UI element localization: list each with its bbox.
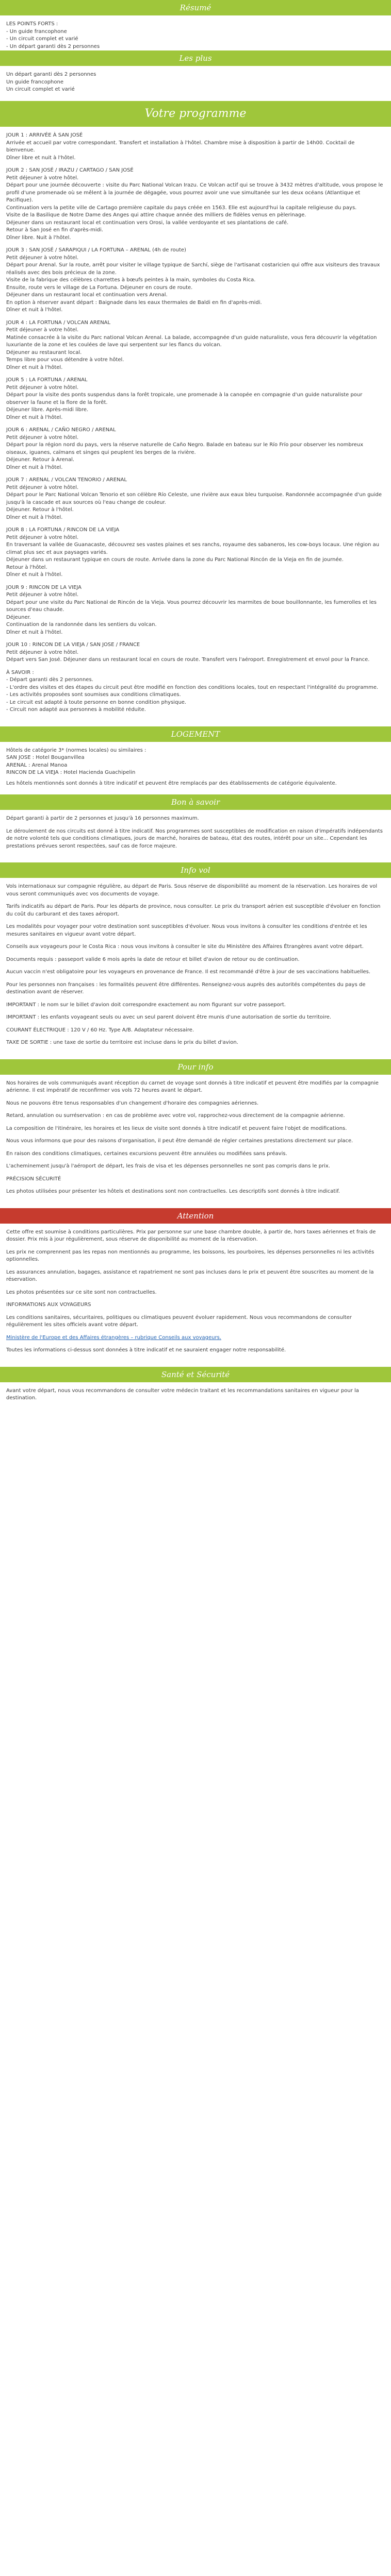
day-line: Ensuite, route vers le village de La Fortuna. Déjeuner en cours de route. [6,284,193,291]
logement-line: RINCON DE LA VIEJA : Hotel Hacienda Guachipelin [6,770,136,775]
day-line: Petit déjeuner à votre hôtel. [6,175,79,181]
resume-item: - Un départ garanti dès 2 personnes [6,43,100,49]
block-line: - Le circuit est adapté à toute personne en bonne condition physique. [6,699,187,705]
attention-paragraph: Les prix ne comprennent pas les repas non mentionnés au programme, les boissons, les pourboires, les dépenses personnelles ni les activités optionnelles. [6,1249,374,1262]
day-line: Dîner et nuit à l'hôtel. [6,307,63,313]
day-5 [6,377,385,421]
resume-banner [0,0,391,15]
info-vol-section [0,878,391,1059]
day-line: Petit déjeuner à votre hôtel. [6,434,79,440]
day-line: Petit déjeuner à votre hôtel. [6,384,79,391]
pour-info-title: Pour info [177,1062,214,1072]
day-line: Dîner et nuit à l'hôtel. [6,572,63,578]
programme-banner [0,101,391,127]
info-paragraph: IMPORTANT : le nom sur le billet d'avion doit correspondre exactement au nom figurant sur votre passeport. [6,1002,286,1008]
sante-paragraph: Avant votre départ, nous vous recommandons de consulter votre médecin traitant et les recommandations sanitaires en vigueur pour la destination. [6,1387,359,1401]
info-paragraph: Tarifs indicatifs au départ de Paris. Pour les départs de province, nous consulter. Le prix du transport aérien est susceptible d'évoluer en fonction du coût du carburant et des taxes aéroport. [6,904,381,917]
day-line: Dîner et nuit à l'hôtel. [6,629,63,635]
avoir-banner [0,794,391,810]
attention-title: Attention [177,1211,214,1221]
day-line: Petit déjeuner à votre hôtel. [6,592,79,598]
day-title: JOUR 8 : LA FORTUNA / RINCON DE LA VIEJA [6,527,120,533]
info-paragraph: Vols internationaux sur compagnie régulière, au départ de Paris. Sous réserve de disponibilité au moment de la réservation. Les horaires de vol vous seront communiqués avec vos documents de voyage. [6,884,378,897]
attention-banner [0,1208,391,1224]
programme-title: Votre programme [144,107,247,120]
resume-title: Résumé [180,3,211,12]
day-line: Retour à San José en fin d'après-midi. [6,227,103,233]
day-line: Déjeuner dans un restaurant typique en cours de route. Arrivée dans la zone du Parc National Rincón de la Vieja en fin de journée. [6,557,344,563]
day-line: Déjeuner libre. Après-midi libre. [6,407,89,413]
info-paragraph: Les modalités pour voyager pour votre destination sont susceptibles d'évoluer. Nous vous invitons à consulter les conditions d'entrée et les mesures sanitaires en vigueur avant votre départ. [6,924,367,937]
day-line: Continuation de la randonnée dans les sentiers du volcan. [6,622,157,628]
pour-info-paragraph: PRÉCISION SÉCURITÉ [6,1176,61,1182]
inclus-item: Un guide francophone [6,79,63,85]
sante-section [0,1382,391,1415]
day-title: JOUR 4 : LA FORTUNA / VOLCAN ARENAL [6,319,111,326]
info-paragraph: Documents requis : passeport valide 6 mois après la date de retour et billet d'avion de retour ou de continuation. [6,956,300,962]
day-line: Petit déjeuner à votre hôtel. [6,255,79,261]
day-line: Départ pour une journée découverte : visite du Parc National Volcan Irazu. Ce Volcan actif qui se trouve à 3432 mètres d'altitude, vous propose le profil d'une promenade où se mêlent à la journée de dégagée, vous pourrez avoir une vue simultanée sur les deux océans (Atlantique et Pacifique). [6,182,383,203]
day-line: Déjeuner au restaurant local. [6,349,82,355]
day-line: Déjeuner. Retour à Arenal. [6,457,75,463]
sante-banner [0,1367,391,1382]
resume-section [0,15,391,50]
pour-info-paragraph: Retard, annulation ou surréservation : en cas de problème avec votre vol, rapprochez-vous directement de la compagnie aérienne. [6,1113,345,1118]
resume-item: - Un guide francophone [6,28,67,35]
day-title: JOUR 10 : RINCON DE LA VIEJA / SAN JOSE / FRANCE [6,642,140,648]
info-paragraph: TAXE DE SORTIE : une taxe de sortie du territoire est incluse dans le prix du billet d'avion. [6,1040,238,1045]
day-line: Dîner libre et nuit à l'hôtel. [6,155,76,161]
pour-info-paragraph: Nous ne pouvons être tenus responsables d'un changement d'horaire des compagnies aériennes. [6,1100,259,1106]
day-line: Petit déjeuner à votre hôtel. [6,649,79,655]
day-line: Petit déjeuner à votre hôtel. [6,327,79,333]
day-line: Départ pour la visite des ponts suspendus dans la forêt tropicale, une promenade à la canopée en compagnie d'un guide naturaliste pour observer la faune et la flore de la forêt. [6,392,363,405]
pour-info-paragraph: La composition de l'itinéraire, les horaires et les lieux de visite sont donnés à titre indicatif et peuvent faire l'objet de modifications. [6,1125,347,1131]
day-7 [6,477,385,521]
logement-banner [0,726,391,742]
day-line: En traversant la vallée de Guanacaste, découvrez ses vastes plaines et ses ranchs, royaume des sabaneros, les cow-boys locaux. Une région au climat plus sec et aux paysages variés. [6,542,380,555]
logement-section [0,742,391,795]
logement-line: Hôtels de catégorie 3* (normes locales) ou similaires : [6,747,146,753]
resume-item: - Un circuit complet et varié [6,36,78,42]
day-6 [6,427,385,471]
block-line: - L'ordre des visites et des étapes du circuit peut être modifié en fonction des conditions locales, tout en respectant l'intégralité du programme. [6,684,379,690]
logement-line: Les hôtels mentionnés sont donnés à titre indicatif et peuvent être remplacés par des établissements de catégorie équivalente. [6,780,337,786]
attention-paragraph: Les conditions sanitaires, sécuritaires, politiques ou climatiques peuvent évoluer rapidement. Nous vous recommandons de consulter régulièrement les sites officiels avant votre départ. [6,1314,352,1328]
day-title: JOUR 3 : SAN JOSÉ / SARAPIQUI / LA FORTUNA – ARENAL (4h de route) [6,247,186,253]
day-8 [6,527,385,579]
pour-info-section [0,1075,391,1208]
day-line: Départ pour le Parc National Volcan Tenorio et son célèbre Río Celeste, une rivière aux eaux bleu turquoise. Randonnée accompagnée d'un guide jusqu'à la cascade et aux sources où l'eau change de couleur. [6,492,382,505]
info-paragraph: Pour les personnes non françaises : les formalités peuvent être différentes. Renseignez-vous auprès des autorités compétentes du pays de destination avant de réserver. [6,981,366,995]
day-line: Déjeuner. Retour à l'hôtel. [6,507,74,513]
day-1 [6,132,385,162]
attention-paragraph: Toutes les informations ci-dessus sont données à titre indicatif et ne sauraient engager notre responsabilité. [6,1347,286,1353]
programme-section [0,127,391,726]
day-line: Continuation vers la petite ville de Cartago première capitale du pays créée en 1563. Elle est aujourd'hui la capitale religieuse du pays. [6,205,357,211]
day-line: Arrivée et accueil par votre correspondant. Transfert et installation à l'hôtel. Chambre mise à disposition à partir de 14h00. Cocktail de bienvenue. [6,140,355,153]
day-line: Dîner et nuit à l'hôtel. [6,414,63,420]
day-line: Retour à l'hôtel. [6,564,47,570]
block-line: - Circuit non adapté aux personnes à mobilité réduite. [6,707,146,713]
pour-info-paragraph: Nous vous informons que pour des raisons d'organisation, il peut être demandé de régler certaines prestations directement sur place. [6,1138,353,1144]
ministere-link[interactable]: Ministère de l'Europe et des Affaires étrangères – rubrique Conseils aux voyageurs. [6,1334,221,1341]
info-paragraph: Conseils aux voyageurs pour le Costa Rica : nous vous invitons à consulter le site du Ministère des Affaires Étrangères avant votre départ. [6,944,364,950]
day-title: JOUR 6 : ARENAL / CAÑO NEGRO / ARENAL [6,427,116,433]
pour-info-paragraph: Les photos utilisées pour présenter les hôtels et destinations sont non contractuelles. Les descriptifs sont donnés à titre indicatif. [6,1189,340,1194]
inclus-item: Un circuit complet et varié [6,87,75,92]
block-title: À SAVOIR : [6,669,34,675]
day-4 [6,319,385,372]
info-paragraph: COURANT ÉLECTRIQUE : 120 V / 60 Hz. Type A/B. Adaptateur nécessaire. [6,1027,194,1033]
pour-info-paragraph: En raison des conditions climatiques, certaines excursions peuvent être annulées ou modifiées sans préavis. [6,1150,287,1157]
info-paragraph: IMPORTANT : les enfants voyageant seuls ou avec un seul parent doivent être munis d'une autorisation de sortie du territoire. [6,1014,332,1020]
a-savoir-block [6,669,385,714]
day-line: Dîner et nuit à l'hôtel. [6,464,63,470]
day-title: JOUR 9 : RINCON DE LA VIEJA [6,584,82,590]
block-line: - Les activités proposées sont soumises aux conditions climatiques. [6,692,181,698]
attention-paragraph: INFORMATIONS AUX VOYAGEURS [6,1302,91,1308]
attention-section [0,1224,391,1367]
block-line: - Départ garanti dès 2 personnes. [6,677,93,683]
day-line: Temps libre pour vous détendre à votre hôtel. [6,357,124,363]
day-line: Départ pour Arenal. Sur la route, arrêt pour visiter le village typique de Sarchí, siège de l'artisanat costaricien qui offre aux visiteurs des travaux réalisés avec des bois précieux de la zone. [6,262,380,276]
info-vol-banner [0,862,391,878]
avoir-paragraph: Départ garanti à partir de 2 personnes et jusqu'à 16 personnes maximum. [6,816,199,821]
day-line: Petit déjeuner à votre hôtel. [6,534,79,540]
attention-paragraph: Cette offre est soumise à conditions particulières. Prix par personne sur une base chambre double, à partir de, hors taxes aériennes et frais de dossier. Prix mis à jour régulièrement, sous réserve de disponibilité au moment de la réservation. [6,1229,376,1242]
logement-line: ARENAL : Arenal Manoa [6,762,68,768]
pour-info-paragraph: L'acheminement jusqu'à l'aéroport de départ, les frais de visa et les dépenses personnelles ne sont pas compris dans le prix. [6,1163,330,1169]
info-paragraph: Aucun vaccin n'est obligatoire pour les voyageurs en provenance de France. Il est recommandé d'être à jour de ses vaccinations habituelles. [6,969,371,975]
day-line: Petit déjeuner à votre hôtel. [6,484,79,490]
day-title: JOUR 7 : ARENAL / VOLCAN TENORIO / ARENAL [6,477,127,483]
inclus-item: Un départ garanti dès 2 personnes [6,72,96,77]
avoir-title: Bon à savoir [171,798,220,807]
day-3 [6,247,385,314]
day-line: Déjeuner dans un restaurant local et continuation vers Arenal. [6,292,168,298]
day-line: Dîner libre. Nuit à l'hôtel. [6,234,71,241]
day-line: En option à réserver avant départ : Baignade dans les eaux thermales de Baldi en fin d'après-midi. [6,299,262,306]
day-line: Départ vers San José. Déjeuner dans un restaurant local en cours de route. Transfert vers l'aéroport. Enregistrement et envol pour la France. [6,657,370,663]
info-vol-title: Info vol [181,866,210,875]
pour-info-paragraph: Nos horaires de vols communiqués avant réception du carnet de voyage sont donnés à titre indicatif et peuvent être modifiés par la compagnie aérienne. Il est impératif de reconfirmer vos vols 72 heures avant le départ. [6,1080,379,1093]
day-10 [6,641,385,664]
day-line: Départ pour une visite du Parc National de Rincón de la Vieja. Vous pourrez découvrir les marmites de boue bouillonnante, les fumerolles et les sources d'eau chaude. [6,599,377,613]
day-line: Déjeuner dans un restaurant local et continuation vers Orosi, la vallée verdoyante et ses plantations de café. [6,219,289,226]
day-line: Matinée consacrée à la visite du Parc national Volcan Arenal. La balade, accompagnée d'un guide naturaliste, vous fera découvrir la végétation luxuriante de la zone et les coulées de lave qui serpentent sur les flancs du volcan. [6,334,377,348]
logement-title: LOGEMENT [171,729,220,739]
day-title: JOUR 5 : LA FORTUNA / ARENAL [6,377,88,383]
logement-line: SAN JOSE : Hotel Bouganvillea [6,755,85,760]
attention-paragraph: Les assurances annulation, bagages, assistance et rapatriement ne sont pas incluses dans le prix et peuvent être souscrites au moment de la réservation. [6,1269,374,1282]
day-line: Dîner et nuit à l'hôtel. [6,514,63,520]
day-line: Visite de la Basilique de Notre Dame des Anges qui attire chaque année des milliers de fidèles venus en pèlerinage. [6,212,306,218]
avoir-section [0,810,391,862]
day-line: Départ pour la région nord du pays, vers la réserve naturelle de Caño Negro. Balade en bateau sur le Río Frío pour observer les nombreux oiseaux, iguanes, caïmans et singes qui peuplent les berges de la rivière. [6,442,364,455]
day-title: JOUR 1 : ARRIVÉE À SAN JOSÉ [6,132,83,138]
day-title: JOUR 2 : SAN JOSÉ / IRAZU / CARTAGO / SAN JOSÉ [6,167,134,173]
inclus-section [0,66,391,101]
day-line: Dîner et nuit à l'hôtel. [6,364,63,370]
resume-item: LES POINTS FORTS : [6,21,58,27]
sante-title: Santé et Sécurité [161,1369,230,1379]
inclus-banner [0,50,391,66]
day-9 [6,584,385,637]
day-2 [6,167,385,242]
day-line: Déjeuner. [6,614,31,620]
inclus-title: Les plus [179,54,212,63]
attention-paragraph: Les photos présentées sur ce site sont non contractuelles. [6,1289,157,1295]
day-line: Visite de la fabrique des célèbres charrettes à bœufs peintes à la main, symboles du Costa Rica. [6,277,256,283]
avoir-paragraph: Le déroulement de nos circuits est donné à titre indicatif. Nos programmes sont susceptibles de modification en raison d'impératifs indépendants de notre volonté tels que conditions climatiques, jours de marché, horaires de bateau, état des routes, intérêt pour un site... Cependant les prestations prévues seront respectées, sauf cas de force majeure. [6,828,383,849]
pour-info-banner [0,1059,391,1075]
